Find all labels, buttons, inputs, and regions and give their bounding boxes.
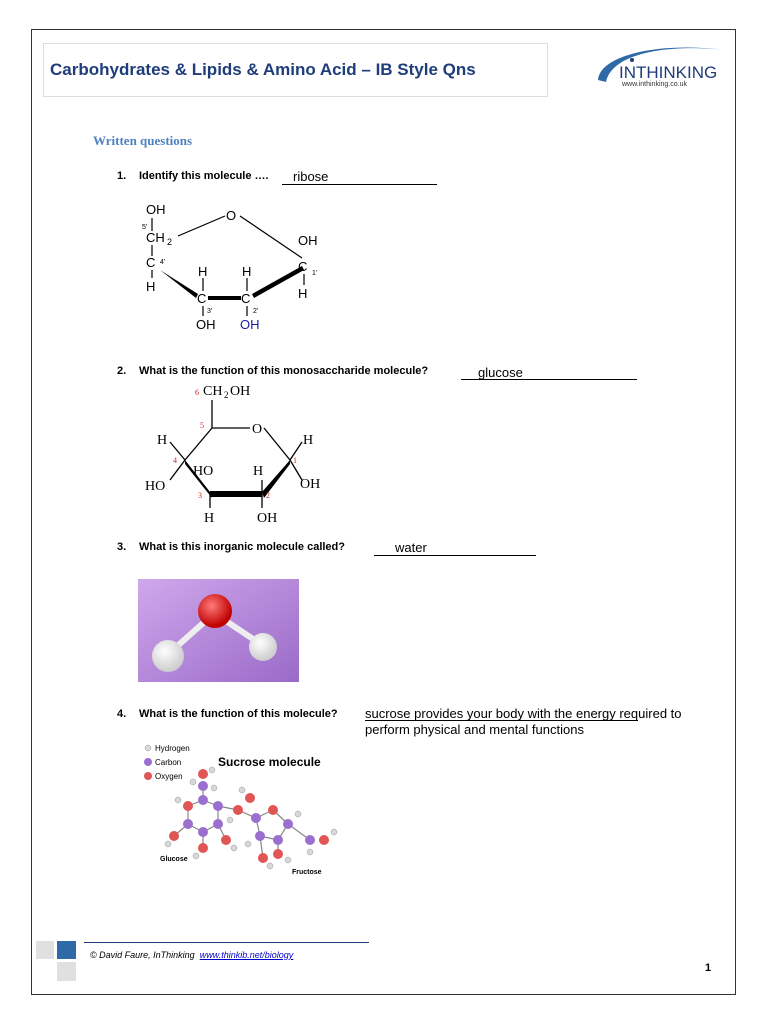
svg-text:H: H: [157, 433, 168, 448]
answer-4-line: [365, 720, 638, 721]
answer-3-line: [374, 555, 536, 556]
legend-oxygen: Oxygen: [155, 772, 183, 781]
svg-text:C: C: [241, 291, 251, 306]
svg-text:C: C: [197, 291, 207, 306]
logo-url: www.inthinking.co.uk: [622, 81, 687, 88]
water-molecule-photo: [138, 579, 299, 682]
svg-text:HO: HO: [193, 464, 214, 479]
svg-text:6: 6: [195, 388, 199, 397]
svg-text:H: H: [146, 279, 156, 294]
question-2: 2. What is the function of this monosaccharide molecule?: [117, 365, 429, 377]
svg-text:OH: OH: [300, 477, 321, 492]
answer-1: ribose: [293, 169, 329, 184]
answer-1-line: [282, 184, 437, 185]
svg-text:C: C: [298, 259, 308, 274]
svg-text:H: H: [253, 464, 264, 479]
svg-text:H: H: [204, 511, 215, 526]
ribose-structure: [136, 198, 336, 338]
answer-4-line2: perform physical and mental functions: [365, 722, 584, 737]
svg-text:H: H: [198, 264, 208, 279]
question-3: 3. What is this inorganic molecule called?: [117, 541, 345, 553]
svg-text:OH: OH: [298, 233, 318, 248]
svg-text:1': 1': [312, 270, 318, 277]
logo-text: INTHINKING: [619, 63, 718, 82]
svg-text:5': 5': [142, 224, 148, 231]
glucose-label: Glucose: [160, 856, 188, 863]
svg-text:4: 4: [173, 456, 177, 465]
question-1: 1. Identify this molecule ….: [117, 170, 269, 182]
svg-text:2: 2: [266, 491, 270, 500]
svg-text:2': 2': [253, 308, 259, 315]
svg-text:OH: OH: [240, 317, 260, 332]
svg-text:OH: OH: [257, 511, 278, 526]
svg-text:O: O: [226, 208, 237, 223]
svg-text:H: H: [242, 264, 252, 279]
glucose-structure: [140, 380, 340, 528]
svg-text:OH: OH: [146, 202, 166, 217]
svg-text:H: H: [303, 433, 314, 448]
answer-3: water: [395, 540, 427, 555]
svg-text:1: 1: [293, 456, 297, 465]
svg-text:O: O: [252, 422, 263, 437]
legend-carbon: Carbon: [155, 758, 182, 767]
page-number: 1: [705, 962, 712, 974]
section-title: Written questions: [93, 133, 193, 148]
footer-link[interactable]: www.thinkib.net/biology: [199, 950, 294, 960]
svg-text:CH: CH: [203, 384, 223, 399]
sucrose-title: Sucrose molecule: [218, 755, 321, 769]
legend-hydrogen: Hydrogen: [155, 744, 190, 753]
svg-text:C: C: [146, 255, 156, 270]
footer-credit: © David Faure, InThinking www.thinkib.net/biology: [90, 950, 294, 960]
footer-square-1: [36, 941, 54, 959]
svg-text:5: 5: [200, 421, 204, 430]
question-4: 4. What is the function of this molecule?: [117, 708, 338, 720]
svg-text:HO: HO: [145, 479, 166, 494]
svg-text:H: H: [298, 286, 308, 301]
answer-2-line: [461, 379, 637, 380]
svg-text:3: 3: [198, 491, 202, 500]
page-title: Carbohydrates & Lipids & Amino Acid – IB Style Qns: [50, 60, 476, 79]
svg-text:2: 2: [167, 237, 173, 247]
footer-rule: [84, 942, 369, 943]
svg-text:3': 3': [207, 308, 213, 315]
svg-text:OH: OH: [196, 317, 216, 332]
footer-square-3: [57, 962, 76, 981]
svg-text:CH: CH: [146, 230, 165, 245]
answer-4-line1: sucrose provides your body with the energy required to: [365, 706, 682, 721]
answer-2: glucose: [478, 365, 523, 380]
fructose-label: Fructose: [292, 869, 322, 876]
sucrose-molecule-diagram: [138, 740, 350, 880]
svg-text:OH: OH: [230, 384, 251, 399]
svg-text:4': 4': [160, 259, 166, 266]
footer-square-2: [57, 941, 76, 959]
svg-text:2: 2: [224, 390, 229, 400]
